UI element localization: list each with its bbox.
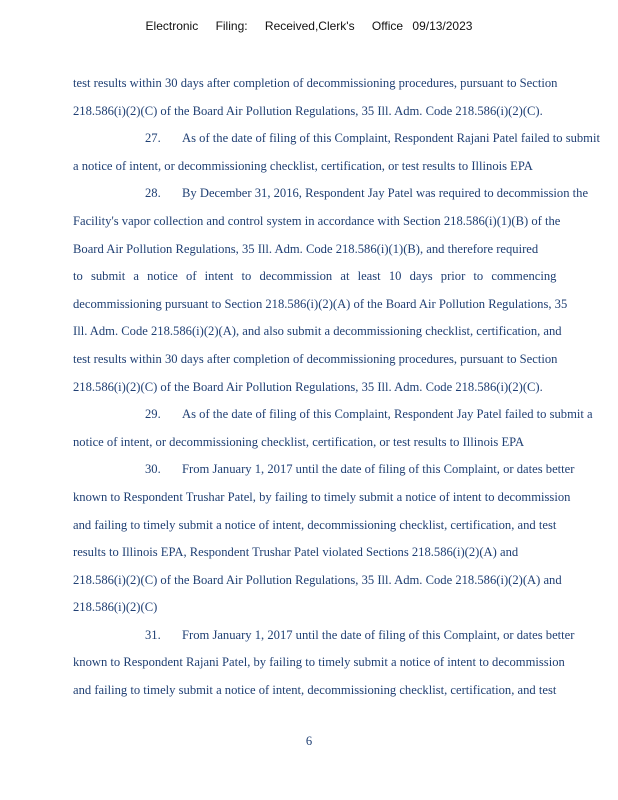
paragraph-first-line (73, 180, 593, 208)
line-text: As of the date of filing of this Complaint, Respondent Rajani Patel failed to submit (182, 131, 600, 146)
line-text: decommissioning pursuant to Section 218.586(i)(2)(A) of the Board Air Pollution Regulations, 35 (73, 296, 568, 311)
paragraph-line (73, 429, 593, 457)
line-text: known to Respondent Trushar Patel, by failing to timely submit a notice of intent to decommission (73, 489, 571, 504)
paragraph-number: 30. (145, 462, 161, 477)
line-text: and failing to timely submit a notice of intent, decommissioning checklist, certification, and test (73, 683, 557, 698)
paragraph-line (73, 153, 593, 181)
line-text: 218.586(i)(2)(C) of the Board Air Pollution Regulations, 35 Ill. Adm. Code 218.586(i)(2)(C). (73, 379, 543, 394)
complaint-body-text (73, 70, 600, 705)
paragraph-number: 27. (145, 131, 161, 146)
paragraph-line (73, 98, 593, 126)
paragraph-line (73, 374, 593, 402)
header-office: Office (371, 19, 404, 33)
paragraph-number: 31. (145, 627, 161, 642)
paragraph-line (73, 484, 593, 512)
paragraph-line (73, 70, 593, 98)
paragraph-line (73, 291, 593, 319)
line-text: 218.586(i)(2)(C) of the Board Air Pollution Regulations, 35 Ill. Adm. Code 218.586(i)(2)(A) and (73, 572, 562, 587)
paragraph-number: 28. (145, 186, 161, 201)
line-text: test results within 30 days after completion of decommissioning procedures, pursuant to Section (73, 351, 558, 366)
page-number: 6 (305, 734, 313, 748)
paragraph-line (73, 677, 593, 705)
line-text: As of the date of filing of this Complaint, Respondent Jay Patel failed to submit a (182, 407, 593, 422)
paragraph-number: 29. (145, 407, 161, 422)
paragraph-line (73, 649, 593, 677)
line-text: Facility's vapor collection and control system in accordance with Section 218.586(i)(1)(B) of the (73, 213, 561, 228)
paragraph-line (73, 208, 593, 236)
line-text: to submit a notice of intent to decommission at least 10 days prior to commencing (73, 269, 557, 284)
header-electronic: Electronic (145, 19, 199, 33)
line-text: a notice of intent, or decommissioning checklist, certification, or test results to Illinois EPA (73, 158, 533, 173)
header-date: 09/13/2023 (412, 19, 473, 33)
paragraph-line (73, 236, 593, 264)
filing-stamp-header (0, 19, 618, 33)
header-received: Received,Clerk's (264, 19, 355, 33)
paragraph-line (73, 346, 593, 374)
paragraph-line (73, 567, 593, 595)
paragraph-line (73, 594, 593, 622)
line-text: results to Illinois EPA, Respondent Trushar Patel violated Sections 218.586(i)(2)(A) and (73, 545, 519, 560)
line-text: test results within 30 days after completion of decommissioning procedures, pursuant to Section (73, 76, 558, 90)
paragraph-first-line (73, 456, 593, 484)
line-text: From January 1, 2017 until the date of filing of this Complaint, or dates better (182, 627, 575, 642)
line-text: Board Air Pollution Regulations, 35 Ill. Adm. Code 218.586(i)(1)(B), and therefore required (73, 241, 539, 256)
paragraph-first-line (73, 125, 600, 153)
line-text: notice of intent, or decommissioning checklist, certification, or test results to Illinois EPA (73, 434, 525, 449)
paragraph-first-line (73, 401, 593, 429)
paragraph-line (73, 539, 593, 567)
paragraph-line (73, 512, 593, 540)
line-text: 218.586(i)(2)(C) (73, 600, 158, 615)
header-filing: Filing: (215, 19, 248, 33)
line-text: From January 1, 2017 until the date of filing of this Complaint, or dates better (182, 462, 575, 477)
line-text: Ill. Adm. Code 218.586(i)(2)(A), and also submit a decommissioning checklist, certification, and (73, 324, 562, 339)
line-text: By December 31, 2016, Respondent Jay Patel was required to decommission the (182, 186, 589, 201)
line-text: 218.586(i)(2)(C) of the Board Air Pollution Regulations, 35 Ill. Adm. Code 218.586(i)(2)(C). (73, 103, 543, 118)
line-text: and failing to timely submit a notice of intent, decommissioning checklist, certification, and test (73, 517, 557, 532)
paragraph-first-line (73, 622, 593, 650)
line-text: known to Respondent Rajani Patel, by failing to timely submit a notice of intent to decommission (73, 655, 565, 670)
paragraph-line (73, 263, 593, 291)
paragraph-line (73, 318, 593, 346)
